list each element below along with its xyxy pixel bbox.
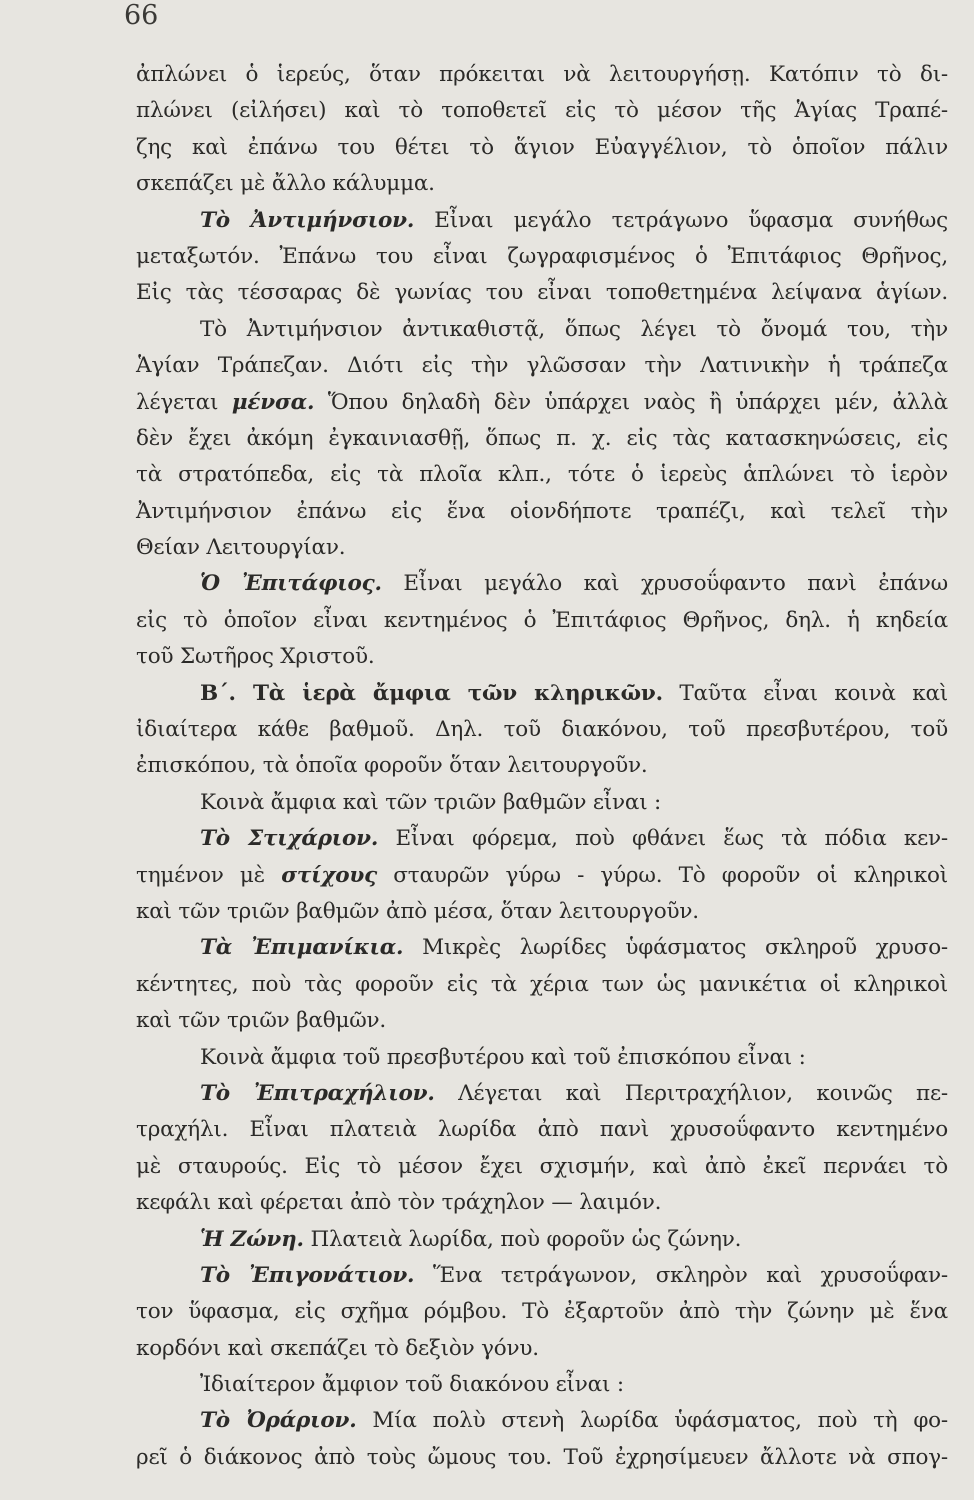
text-segment: μεταξωτόν. Ἐπάνω του εἶναι ζωγραφισμένος ὁ Ἐπιτάφιος Θρῆνος, — [136, 243, 948, 269]
text-segment: Εἰς τὰς τέσσαρας δὲ γωνίας του εἶναι τοποθετημένα λείψανα ἁγίων. — [136, 280, 948, 306]
text-line — [136, 858, 948, 894]
text-segment: σκεπάζει μὲ ἄλλο κάλυμμα. — [136, 171, 435, 197]
text-line — [136, 1003, 948, 1039]
text-segment: Λέγεται καὶ Περιτραχήλιον, κοινῶς πε- — [434, 1080, 948, 1106]
term-heading: μένσα. — [231, 389, 315, 415]
term-heading: Τὸ Στιχάριον. — [200, 826, 379, 852]
text-line — [136, 93, 948, 129]
text-segment: ἐπισκόπου, τὰ ὁποῖα φοροῦν ὅταν λειτουργοῦν. — [136, 753, 648, 779]
term-heading: Τὸ Ἐπιτραχήλιον. — [200, 1080, 435, 1106]
text-line — [136, 1149, 948, 1185]
text-line — [136, 603, 948, 639]
text-line — [136, 1185, 948, 1221]
text-segment: Κοινὰ ἄμφια καὶ τῶν τριῶν βαθμῶν εἶναι : — [200, 789, 662, 815]
page-number: 66 — [124, 0, 159, 31]
text-line — [136, 457, 948, 493]
text-segment: ρεῖ ὁ διάκονος ἀπὸ τοὺς ὤμους του. Τοῦ ἐχρησίμευεν ἄλλοτε νὰ σπογ- — [136, 1444, 948, 1470]
text-segment: σταυρῶν γύρω - γύρω. Τὸ φοροῦν οἱ κληρικοὶ — [377, 862, 948, 888]
text-segment: Θείαν Λειτουργίαν. — [136, 535, 346, 561]
text-segment: κεφάλι καὶ φέρεται ἀπὸ τὸν τράχηλον — λαιμόν. — [136, 1190, 662, 1216]
text-segment: τον ὕφασμα, εἰς σχῆμα ρόμβου. Τὸ ἐξαρτοῦν ἀπὸ τὴν ζώνην μὲ ἕνα — [136, 1299, 948, 1325]
text-segment: λέγεται — [136, 389, 232, 415]
text-segment: δὲν ἔχει ἀκόμη ἐγκαινιασθῇ, ὅπως π. χ. εἰς τὰς κατασκηνώσεις, εἰς — [136, 425, 948, 451]
text-line — [136, 494, 948, 530]
text-segment: Κοινὰ ἄμφια τοῦ πρεσβυτέρου καὶ τοῦ ἐπισκόπου εἶναι : — [200, 1044, 806, 1070]
text-segment: Πλατειὰ λωρίδα, ποὺ φοροῦν ὡς ζώνην. — [303, 1226, 742, 1252]
text-segment: καὶ τῶν τριῶν βαθμῶν. — [136, 1008, 387, 1034]
text-segment: κορδόνι καὶ σκεπάζει τὸ δεξιὸν γόνυ. — [136, 1335, 539, 1361]
text-line — [136, 275, 948, 311]
text-segment: τραχήλι. Εἶναι πλατειὰ λωρίδα ἀπὸ πανὶ χρυσοΰφαντο κεντημένο — [136, 1117, 948, 1143]
term-heading: Ἡ Ζώνη. — [200, 1226, 304, 1252]
text-segment: ἰδιαίτερα κάθε βαθμοῦ. Δηλ. τοῦ διακόνου, τοῦ πρεσβυτέρου, τοῦ — [136, 717, 948, 743]
text-line — [136, 203, 948, 239]
term-heading: Τὸ Ὀράριον. — [200, 1408, 357, 1434]
text-line — [136, 1440, 948, 1476]
text-segment: Μία πολὺ στενὴ λωρίδα ὑφάσματος, ποὺ τὴ φο- — [356, 1408, 948, 1434]
text-segment: ζης καὶ ἐπάνω του θέτει τὸ ἅγιον Εὐαγγέλιον, τὸ ὁποῖον πάλιν — [136, 134, 948, 160]
text-segment: Ἁγίαν Τράπεζαν. Διότι εἰς τὴν γλῶσσαν τὴν Λατινικὴν ἡ τράπεζα — [136, 353, 948, 379]
text-segment: τοῦ Σωτῆρος Χριστοῦ. — [136, 644, 375, 670]
text-line — [136, 385, 948, 421]
text-line — [136, 1112, 948, 1148]
term-heading: Τὸ Ἐπιγονάτιον. — [200, 1262, 415, 1288]
text-segment: Ἀντιμήνσιον ἐπάνω εἰς ἕνα οἱονδήποτε τραπέζι, καὶ τελεῖ τὴν — [136, 498, 948, 524]
text-line — [136, 1222, 948, 1258]
text-segment: κέντητες, ποὺ τὰς φοροῦν εἰς τὰ χέρια των ὡς μανικέτια οἱ κληρικοὶ — [136, 971, 948, 997]
text-line — [136, 1076, 948, 1112]
text-line — [136, 1367, 948, 1403]
text-segment: Ταῦτα εἶναι κοινὰ καὶ — [662, 680, 949, 706]
term-heading: στίχους — [281, 862, 378, 888]
text-segment: ἀπλώνει ὁ ἱερεύς, ὅταν πρόκειται νὰ λειτουργήσῃ. Κατόπιν τὸ δι- — [136, 62, 948, 87]
text-line — [136, 239, 948, 275]
text-segment: τὰ στρατόπεδα, εἰς τὰ πλοῖα κλπ., τότε ὁ ἱερεὺς ἁπλώνει τὸ ἱερὸν — [136, 462, 948, 488]
text-line — [136, 894, 948, 930]
text-line — [136, 1331, 948, 1367]
text-line — [136, 1403, 948, 1439]
term-heading: Τὸ Ἀντιμήνσιον. — [200, 207, 415, 233]
text-segment: Ὅπου δηλαδὴ δὲν ὑπάρχει ναὸς ἢ ὑπάρχει μέν, ἀλλὰ — [314, 389, 948, 415]
text-segment: Εἶναι μεγάλο τετράγωνο ὕφασμα συνήθως — [414, 207, 948, 233]
text-segment: Μικρὲς λωρίδες ὑφάσματος σκληροῦ χρυσο- — [403, 935, 948, 961]
text-line — [136, 348, 948, 384]
text-line — [136, 967, 948, 1003]
text-line — [136, 1258, 948, 1294]
term-heading: Ὁ Ἐπιτάφιος. — [200, 571, 382, 597]
text-line — [136, 785, 948, 821]
text-segment: Εἶναι φόρεμα, ποὺ φθάνει ἕως τὰ πόδια κεν- — [378, 826, 948, 852]
text-line — [136, 676, 948, 712]
text-line — [136, 421, 948, 457]
text-line — [136, 166, 948, 202]
text-line — [136, 712, 948, 748]
text-segment: Ἰδιαίτερον ἄμφιον τοῦ διακόνου εἶναι : — [200, 1372, 624, 1398]
term-heading: Τὰ Ἐπιμανίκια. — [200, 935, 404, 961]
text-segment: καὶ τῶν τριῶν βαθμῶν ἀπὸ μέσα, ὅταν λειτουργοῦν. — [136, 898, 699, 924]
text-line — [136, 530, 948, 566]
text-line — [136, 821, 948, 857]
body-text — [136, 57, 948, 1476]
text-segment: εἰς τὸ ὁποῖον εἶναι κεντημένος ὁ Ἐπιτάφιος Θρῆνος, δηλ. ἡ κηδεία — [136, 607, 948, 633]
text-segment: μὲ σταυρούς. Εἰς τὸ μέσον ἔχει σχισμήν, καὶ ἀπὸ ἐκεῖ περνάει τὸ — [136, 1153, 948, 1179]
text-line — [136, 312, 948, 348]
text-line — [136, 748, 948, 784]
text-line — [136, 57, 948, 93]
text-segment: Ἕνα τετράγωνον, σκληρὸν καὶ χρυσοΰφαν- — [414, 1262, 948, 1288]
text-line — [136, 639, 948, 675]
text-segment: πλώνει (εἰλήσει) καὶ τὸ τοποθετεῖ εἰς τὸ μέσον τῆς Ἁγίας Τραπέ- — [136, 98, 948, 124]
text-line — [136, 1294, 948, 1330]
text-segment: τημένον μὲ — [136, 862, 282, 888]
section-heading: Β΄. Τὰ ἱερὰ ἄμφια τῶν κληρικῶν. — [200, 680, 663, 706]
text-line — [136, 566, 948, 602]
text-line — [136, 930, 948, 966]
text-line — [136, 130, 948, 166]
text-segment: Τὸ Ἀντιμήνσιον ἀντικαθιστᾷ, ὅπως λέγει τὸ ὄνομά του, τὴν — [200, 316, 948, 342]
text-segment: Εἶναι μεγάλο καὶ χρυσοΰφαντο πανὶ ἐπάνω — [381, 571, 948, 597]
text-line — [136, 1040, 948, 1076]
